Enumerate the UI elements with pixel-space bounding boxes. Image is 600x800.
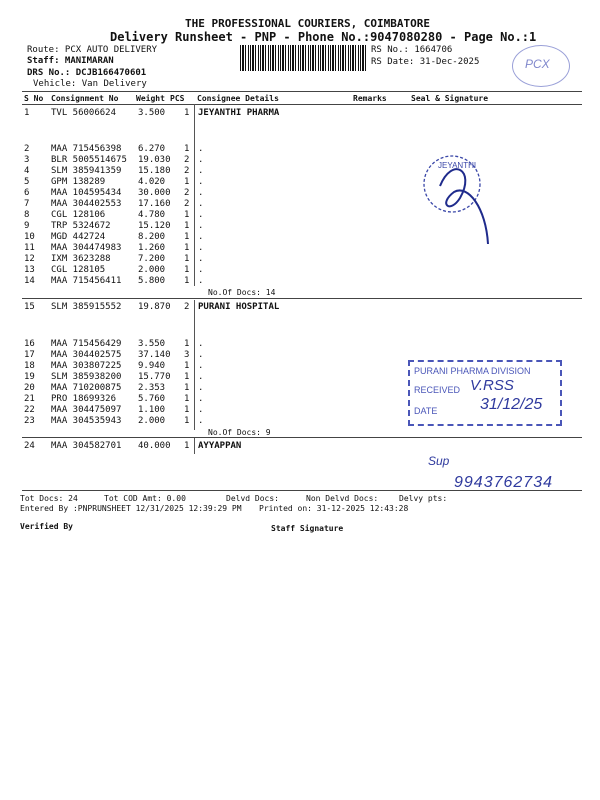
drs-number: DRS No.: DCJB166470601 — [27, 68, 147, 78]
col-sep-1 — [194, 104, 195, 286]
col-sno: S No — [24, 94, 44, 103]
non-delivered-docs: Non Delvd Docs: — [306, 494, 379, 503]
tot-docs: Tot Docs: 24 — [20, 494, 78, 503]
stamp-division: PURANI PHARMA DIVISION — [414, 366, 531, 376]
col-sep-3 — [194, 438, 195, 454]
group-rule-1 — [22, 298, 582, 299]
footer-rule — [22, 490, 582, 491]
header-rule-bottom — [22, 104, 582, 105]
col-seal: Seal & Signature — [411, 94, 489, 103]
stamp-date-value: 31/12/25 — [480, 396, 543, 413]
route-label: Route: PCX AUTO DELIVERY — [27, 45, 158, 55]
col-consignee: Consignee Details — [197, 94, 279, 103]
printed-on: Printed on: 31-12-2025 12:43:28 — [259, 504, 409, 513]
tot-cod-amount: Tot COD Amt: 0.00 — [104, 494, 186, 503]
barcode — [240, 45, 368, 71]
purani-received-stamp — [408, 360, 562, 426]
jeyanthi-stamp-signature — [410, 148, 510, 252]
stamp-received-by: V.RSS — [470, 377, 514, 394]
company-name: THE PROFESSIONAL COURIERS, COIMBATORE — [185, 17, 431, 30]
delivery-points: Delvy pts: — [399, 494, 448, 503]
rs-date: RS Date: 31-Dec-2025 — [371, 57, 480, 67]
handwritten-phone: 9943762734 — [454, 474, 553, 491]
staff-signature: Staff Signature — [271, 524, 344, 533]
col-sep-2 — [194, 300, 195, 430]
delivered-docs: Delvd Docs: — [226, 494, 279, 503]
group-rule-2 — [22, 437, 582, 438]
stamp-received-label: RECEIVED — [414, 385, 461, 395]
runsheet-title: Delivery Runsheet - PNP - Phone No.:9047080280 - Page No.:1 — [110, 30, 537, 44]
col-pcs: PCS — [170, 94, 185, 103]
pcx-stamp — [512, 45, 570, 87]
rs-number: RS No.: 1664706 — [371, 45, 453, 55]
vehicle-label: Vehicle: Van Delivery — [33, 79, 147, 89]
group-doc-count: No.Of Docs: 14 — [208, 288, 276, 297]
pcx-stamp-text: PCX — [525, 57, 550, 71]
jeyanthi-stamp-text: JEYANTHI — [438, 161, 477, 170]
col-weight: Weight — [136, 94, 165, 103]
col-remarks: Remarks — [353, 94, 387, 103]
staff-label: Staff: MANIMARAN — [27, 56, 114, 66]
header-rule-top — [22, 91, 582, 92]
handwritten-initials: Sup — [428, 454, 450, 468]
col-consignment: Consignment No — [51, 94, 119, 103]
entered-by: Entered By :PNPRUNSHEET 12/31/2025 12:39:29 PM — [20, 504, 242, 513]
group-doc-count: No.Of Docs: 9 — [208, 428, 271, 437]
verified-by: Verified By — [20, 522, 73, 531]
stamp-date-label: DATE — [414, 406, 438, 416]
